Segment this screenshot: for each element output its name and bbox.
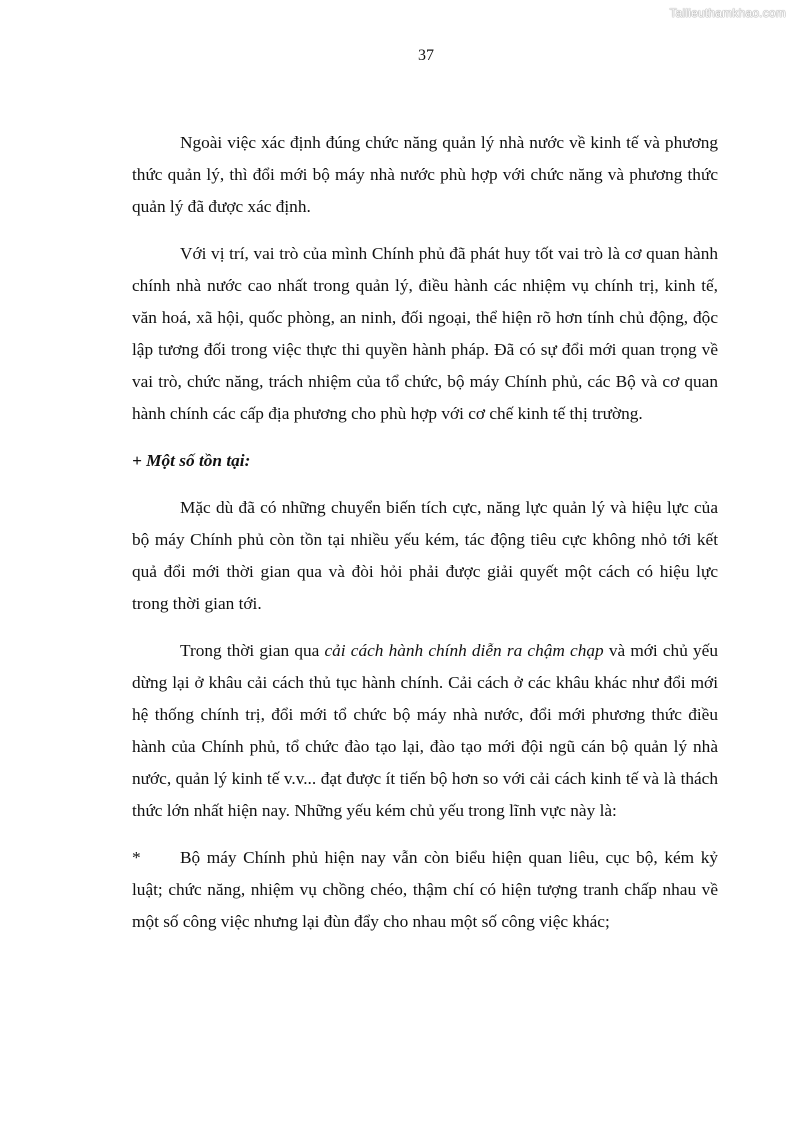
section-heading: + Một số tồn tại: (132, 451, 251, 470)
paragraph-4-text-before: Trong thời gian qua (180, 641, 325, 660)
paragraph-4-emphasis: cải cách hành chính diễn ra chậm chạp (324, 641, 604, 660)
bullet-item (132, 842, 718, 938)
paragraph-1: Ngoài việc xác định đúng chức năng quản lý nhà nước về kinh tế và phương thức quản lý, thì đổi mới bộ máy nhà nước phù hợp với chức năng và phương thức quản lý đã được xác định. (132, 133, 718, 216)
paragraph-3: Mặc dù đã có những chuyển biến tích cực, năng lực quản lý và hiệu lực của bộ máy Chính phủ còn tồn tại nhiều yếu kém, tác động tiêu cực không nhỏ tới kết quả đổi mới thời gian qua và đòi hỏi phải được giải quyết một cách có hiệu lực trong thời gian tới. (132, 498, 718, 613)
paragraph-4 (132, 635, 718, 827)
bullet-text: Bộ máy Chính phủ hiện nay vẫn còn biểu hiện quan liêu, cục bộ, kém kỷ luật; chức năng, nhiệm vụ chồng chéo, thậm chí có hiện tượng tranh chấp nhau về một số công việc nhưng lại đùn đẩy cho nhau một số công việc khác; (132, 848, 718, 931)
page-number: 37 (418, 47, 434, 64)
bullet-marker: * (132, 848, 141, 867)
paragraph-2: Với vị trí, vai trò của mình Chính phủ đã phát huy tốt vai trò là cơ quan hành chính nhà nước cao nhất trong quản lý, điều hành các nhiệm vụ chính trị, kinh tế, văn hoá, xã hội, quốc phòng, an ninh, đối ngoại, thể hiện rõ hơn tính chủ động, độc lập tương đối trong việc thực thi quyền hành pháp. Đã có sự đổi mới quan trọng về vai trò, chức năng, trách nhiệm của tổ chức, bộ máy Chính phủ, các Bộ và cơ quan hành chính các cấp địa phương cho phù hợp với cơ chế kinh tế thị trường. (132, 244, 718, 423)
paragraph-4-text-after: và mới chủ yếu dừng lại ở khâu cải cách thủ tục hành chính. Cải cách ở các khâu khác như đổi mới hệ thống chính trị, đổi mới tổ chức bộ máy nhà nước, đổi mới phương thức điều hành của Chính phủ, tổ chức đào tạo lại, đào tạo mới đội ngũ cán bộ quản lý nhà nước, quản lý kinh tế v.v... đạt được ít tiến bộ hơn so với cải cách kinh tế và là thách thức lớn nhất hiện nay. Những yếu kém chủ yếu trong lĩnh vực này là: (132, 641, 718, 820)
watermark-text: Tailieuthamkhao.com (669, 6, 786, 20)
document-body (132, 127, 718, 938)
